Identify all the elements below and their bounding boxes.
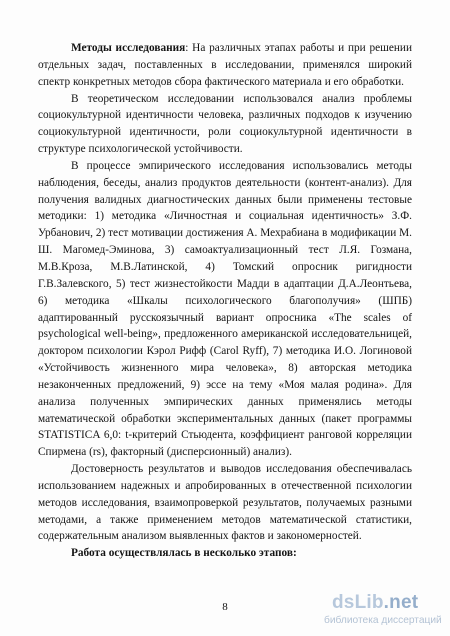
- paragraph-text: В процессе эмпирического исследования использовались методы наблюдения, беседы, анализ продуктов деятельности (контент-анализ). Для получения валидных диагностических данных были применены тестовые методики: 1) методика «Личностная и социальная идентичность» З.Ф. Урбанович, 2) тест мотивации достижения А. Мехрабиана в модификации М. Ш. Магомед-Эминова, 3) самоактуализационный тест Л.Я. Гозмана, М.В.Кроза, М.В.Латинской, 4) Томский опросник ригидности Г.В.Залевского, 5) тест жизнестойкости Мадди в адаптации Д.А.Леонтьева, 6) методика «Шкалы психологического благополучия» (ШПБ) адаптированный русскоязычный вариант опросника «The scales of psychological well-being», предложенного американской исследовательницей, доктором психологии Кэрол Рифф (Carol Ryff), 7) методика И.О. Логиновой «Устойчивость жизненного мира человека», 8) авторская методика незаконченных предложений, 9) эссе на тему «Моя малая родина». Для анализа полученных эмпирических данных применялись методы математической обработки экспериментальных данных (пакет программы STATISTICA 6,0: t-критерий Стьюдента, коэффициент ранговой корреляции Спирмена (rs), факторный (дисперсионный) анализ).: [38, 159, 412, 459]
- paragraph-methods: [38, 40, 412, 91]
- paragraph-text: Достоверность результатов и выводов исследования обеспечивалась использованием надежных и апробированных в отечественной психологии методов исследования, взаимопроверкой результатов, получаемых разными методами, а также применением методов математической статистики, содержательным анализом выявленных фактов и закономерностей.: [38, 463, 412, 543]
- paragraph-lead: Работа осуществлялась в несколько этапов:: [71, 547, 297, 560]
- watermark: [324, 592, 444, 632]
- paragraph-lead: Методы исследования: [71, 42, 186, 54]
- paragraph-stages: [38, 545, 412, 562]
- paragraph-text: В теоретическом исследовании использовался анализ проблемы социокультурной идентичности человека, различных подходов к изучению социокультурной идентичности, роли социокультурной идентичности в структуре психологической устойчивости.: [38, 92, 412, 156]
- watermark-logo-main: dsLib: [332, 592, 384, 613]
- paragraph-text: : На различных этапах работы и при решении отдельных задач, поставленных в исследовании, применялся широкий спектр конкретных методов сбора фактического материала и его обработки.: [38, 42, 412, 88]
- paragraph-theory: [38, 91, 412, 158]
- page-number: 8: [222, 601, 228, 613]
- watermark-logo-suffix: .net: [383, 592, 419, 613]
- watermark-caption: библиотека диссертаций: [324, 615, 442, 626]
- watermark-logo: [332, 592, 418, 614]
- paragraph-reliability: [38, 461, 412, 545]
- paragraph-empirical: [38, 158, 412, 461]
- document-body: [38, 40, 412, 562]
